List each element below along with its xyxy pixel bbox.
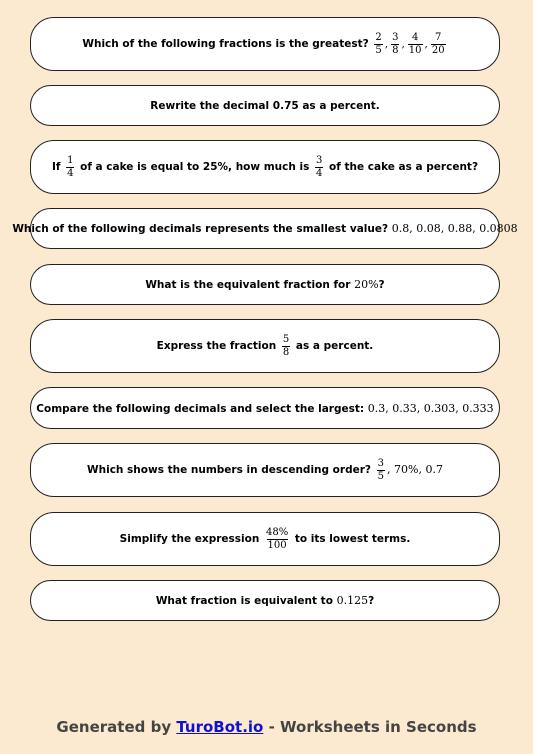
separator: , bbox=[384, 38, 389, 50]
fraction-denominator: 100 bbox=[267, 539, 287, 551]
question-fragment: Which of the following decimals represents the smallest value? bbox=[12, 223, 392, 235]
question-fragment: What fraction is equivalent to bbox=[155, 595, 337, 607]
math-expression: 20% bbox=[354, 278, 379, 291]
question-fragment: Simplify the expression bbox=[119, 533, 263, 545]
math-expression: 0.8, 0.08, 0.88, 0.0808 bbox=[391, 222, 518, 235]
question-text bbox=[120, 527, 411, 551]
question-text bbox=[36, 402, 493, 415]
fraction bbox=[377, 458, 385, 482]
footer-prefix: Generated by bbox=[56, 718, 177, 736]
question-3 bbox=[30, 140, 500, 194]
question-8 bbox=[30, 443, 500, 497]
question-text bbox=[12, 222, 517, 235]
question-fragment: Rewrite the decimal 0.75 as a percent. bbox=[150, 99, 380, 112]
question-5 bbox=[30, 264, 500, 305]
question-text bbox=[52, 155, 478, 179]
question-fragment: Which of the following fractions is the greatest? bbox=[82, 38, 373, 50]
question-fragment: Which shows the numbers in descending order? bbox=[87, 464, 375, 476]
question-9 bbox=[30, 512, 500, 566]
question-fragment: ? bbox=[378, 279, 385, 291]
fraction-numerator: 5 bbox=[282, 334, 290, 345]
fraction-denominator: 10 bbox=[408, 44, 422, 56]
fraction bbox=[391, 32, 399, 56]
math-expression: 0.3, 0.33, 0.303, 0.333 bbox=[367, 401, 494, 415]
fraction-numerator: 48% bbox=[265, 527, 289, 538]
fraction bbox=[374, 32, 382, 56]
fraction bbox=[265, 527, 289, 551]
question-fragment: to its lowest terms. bbox=[291, 533, 411, 545]
question-text bbox=[150, 100, 379, 112]
fraction bbox=[408, 32, 423, 56]
question-fragment: If bbox=[51, 161, 65, 173]
fraction-denominator: 8 bbox=[282, 346, 290, 358]
question-text bbox=[82, 32, 447, 56]
fraction-denominator: 20 bbox=[431, 44, 445, 56]
separator: , bbox=[401, 38, 405, 50]
question-fragment: Express the fraction bbox=[156, 340, 280, 352]
question-2 bbox=[30, 85, 500, 126]
math-expression: 0.125 bbox=[336, 594, 369, 607]
fraction-numerator: 3 bbox=[392, 32, 399, 43]
question-fragment: as a percent. bbox=[292, 340, 374, 352]
question-text bbox=[156, 594, 374, 607]
question-text bbox=[145, 278, 384, 291]
turobot-link[interactable]: TuroBot.io bbox=[176, 718, 264, 736]
question-7 bbox=[30, 387, 500, 429]
fraction-denominator: 5 bbox=[375, 44, 382, 56]
footer bbox=[0, 718, 533, 736]
question-1 bbox=[30, 17, 500, 71]
question-fragment: What is the equivalent fraction for bbox=[145, 279, 355, 291]
separator: , bbox=[424, 38, 428, 50]
footer-suffix: - Worksheets in Seconds bbox=[263, 718, 477, 736]
fraction bbox=[282, 334, 290, 358]
question-10 bbox=[30, 580, 500, 621]
question-text bbox=[157, 334, 374, 358]
fraction-numerator: 4 bbox=[411, 32, 419, 43]
question-fragment: of the cake as a percent? bbox=[325, 161, 479, 173]
fraction-numerator: 3 bbox=[316, 155, 323, 166]
question-text bbox=[87, 458, 443, 482]
fraction-denominator: 4 bbox=[67, 167, 74, 179]
question-fragment: ? bbox=[368, 595, 375, 607]
fraction-denominator: 5 bbox=[377, 470, 385, 482]
question-fragment: of a cake is equal to 25%, how much is bbox=[76, 161, 314, 173]
fraction-numerator: 3 bbox=[377, 458, 385, 469]
fraction-denominator: 8 bbox=[392, 44, 399, 56]
question-6 bbox=[30, 319, 500, 373]
fraction-numerator: 1 bbox=[67, 155, 74, 166]
math-expression: , 70%, 0.7 bbox=[387, 463, 443, 476]
question-4 bbox=[12, 208, 518, 249]
fraction-numerator: 2 bbox=[375, 32, 382, 43]
fraction bbox=[66, 155, 74, 179]
fraction-denominator: 4 bbox=[316, 167, 323, 179]
question-fragment: Compare the following decimals and select the largest: bbox=[36, 402, 368, 415]
fraction-numerator: 7 bbox=[435, 32, 442, 43]
fraction bbox=[315, 155, 323, 179]
fraction bbox=[431, 32, 446, 56]
